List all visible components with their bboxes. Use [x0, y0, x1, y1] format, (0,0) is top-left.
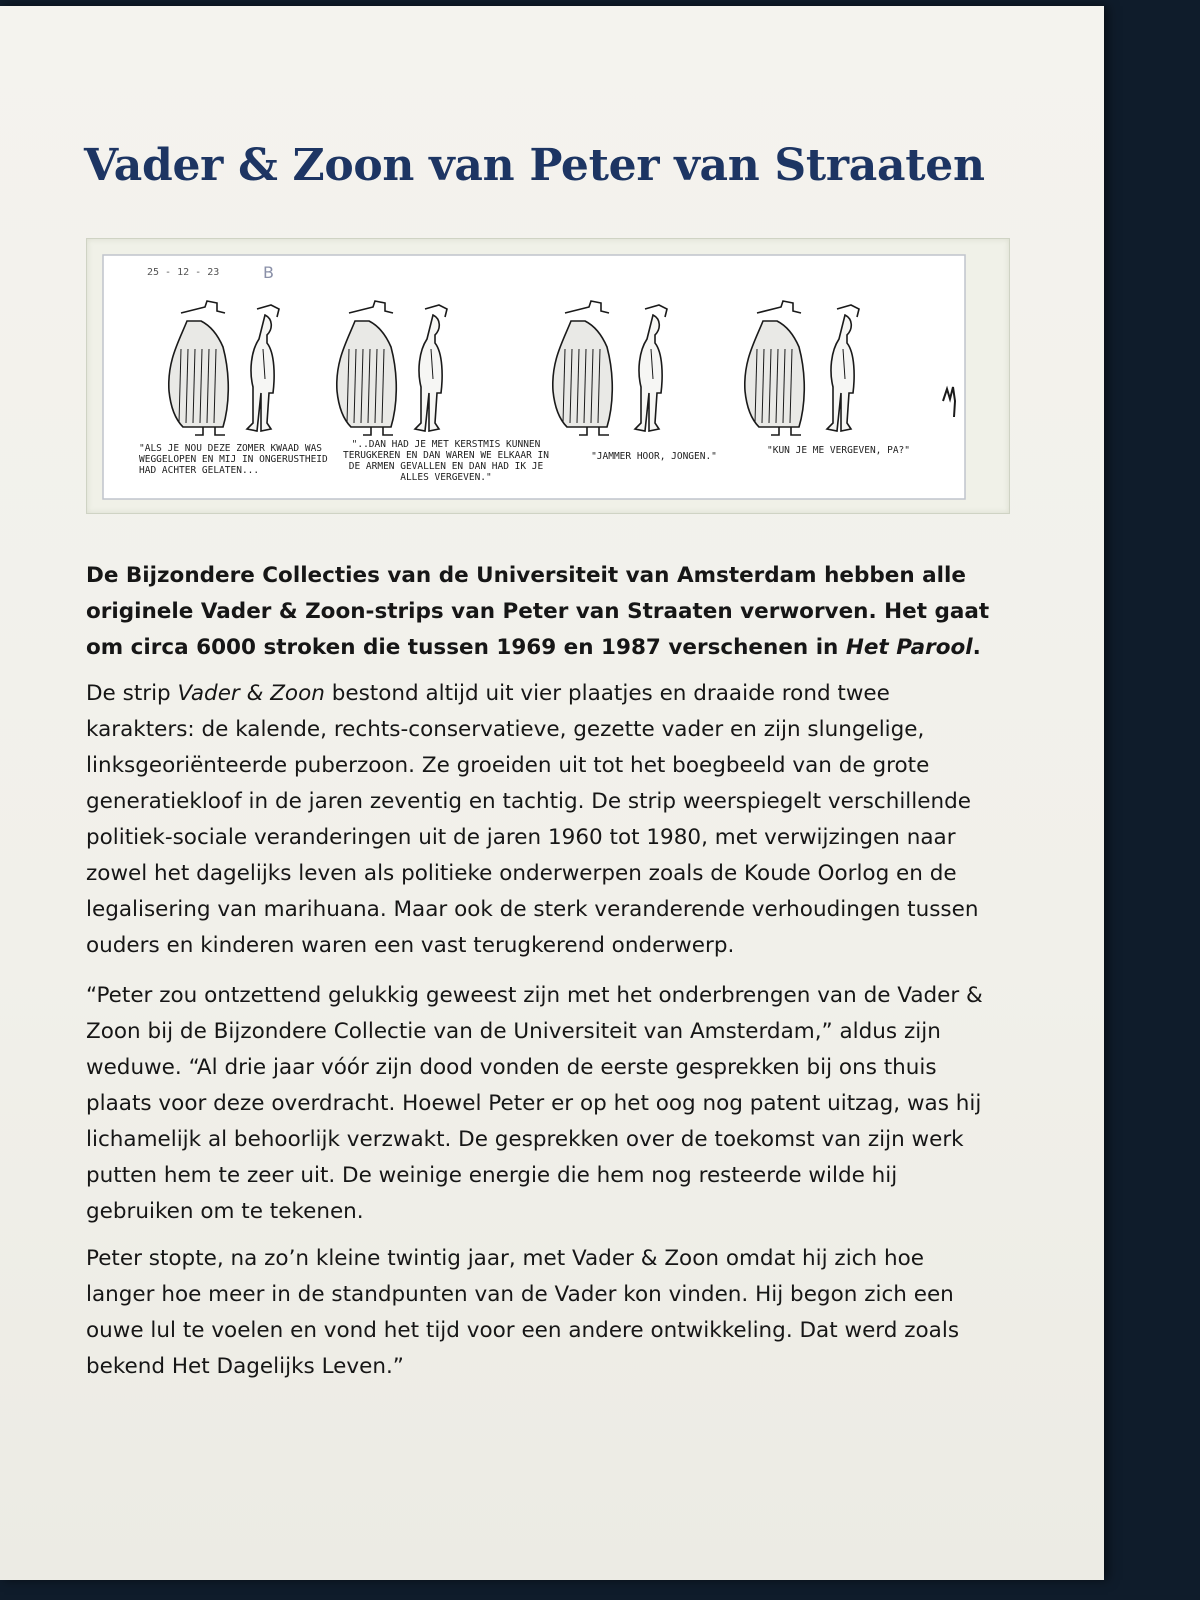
strip-mark: B	[263, 263, 274, 282]
intro-paragraph	[86, 558, 996, 666]
body-paragraph-3: Peter stopte, na zo’n kleine twintig jaar, met Vader & Zoon omdat hij zich hoe langer hoe meer in de standpunten van de Vader kon vinden. Hij begon zich een ouwe lul te voelen en vond het tijd voor een andere ontwikkeling. Dat werd zoals bekend Het Dagelijks Leven.”	[86, 1246, 960, 1379]
strip-caption-4: "KUN JE ME VERGEVEN, PA?"	[767, 445, 910, 456]
exhibit-panel	[0, 6, 1104, 1580]
p1-start: De strip	[86, 681, 178, 706]
strip-caption-1: "ALS JE NOU DEZE ZOMER KWAAD WAS WEGGELOPEN EN MIJ IN ONGERUSTHEID HAD ACHTER GELATEN...	[139, 443, 328, 476]
p1-emphasis: Vader & Zoon	[177, 681, 325, 706]
intro-emphasis: Het Parool	[845, 635, 973, 660]
strip-date: 25 - 12 - 23	[147, 267, 220, 278]
body-paragraph-1	[86, 676, 996, 964]
intro-end: .	[972, 635, 981, 660]
p1-text: bestond altijd uit vier plaatjes en draaide rond twee karakters: de kalende, rechts-conservatieve, gezette vader en zijn slungelige, linksgeoriënteerde puberzoon. Ze groeiden uit tot het boegbeeld van de grote generatiekloof in de jaren zeventig en tachtig. De strip weerspiegelt verschillende politiek-sociale veranderingen uit de jaren 1960 tot 1980, met verwijzingen naar zowel het dagelijks leven als politieke onderwerpen zoals de Koude Oorlog en de legalisering van marihuana. Maar ook de sterk veranderende verhoudingen tussen ouders en kinderen waren een vast terugkerend onderwerp.	[86, 681, 979, 958]
comic-strip	[86, 238, 1010, 514]
body-paragraph-2: “Peter zou ontzettend gelukkig geweest zijn met het onderbrengen van de Vader & Zoon bij de Bijzondere Collectie van de Universiteit van Amsterdam,” aldus zijn weduwe. “Al drie jaar vóór zijn dood vonden de eerste gesprekken bij ons thuis plaats voor deze overdracht. Hoewel Peter er op het oog nog patent uitzag, was hij lichamelijk al behoorlijk verzwakt. De gesprekken over de toekomst van zijn werk putten hem te zeer uit. De weinige energie die hem nog resteerde wilde hij gebruiken om te tekenen.	[86, 983, 983, 1224]
intro-text: De Bijzondere Collecties van de Universiteit van Amsterdam hebben alle originele Vader & Zoon-strips van Peter van Straaten verworven. Het gaat om circa 6000 stroken die tussen 1969 en 1987 verschenen in	[86, 563, 990, 660]
strip-caption-3: "JAMMER HOOR, JONGEN."	[591, 451, 717, 462]
page-title: Vader & Zoon van Peter van Straaten	[84, 140, 985, 191]
strip-caption-2: "..DAN HAD JE MET KERSTMIS KUNNEN TERUGKEREN EN DAN WAREN WE ELKAAR IN DE ARMEN GEVALLEN EN DAN HAD IK JE ALLES VERGEVEN."	[343, 439, 549, 483]
